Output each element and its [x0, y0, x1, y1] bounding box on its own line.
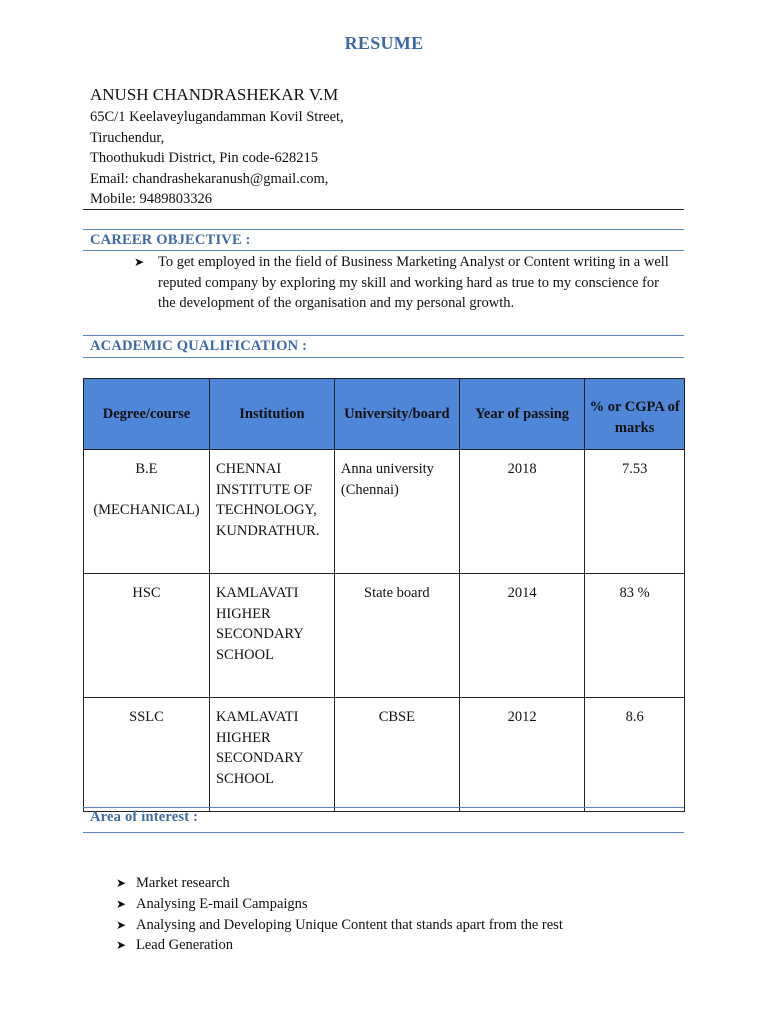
interest-label: Lead Generation [136, 937, 234, 954]
section-rule-top [83, 229, 684, 230]
contact-block [90, 84, 344, 210]
list-item [116, 935, 563, 956]
table-row [84, 450, 685, 574]
interests-list [116, 873, 563, 956]
arrowhead-bullet-icon: ➤ [134, 255, 145, 269]
academic-table [83, 378, 685, 812]
address-line-3: Thoothukudi District, Pin code-628215 [90, 150, 318, 167]
section-rule-bottom [83, 250, 684, 251]
year-cell: 2014 [459, 574, 585, 698]
degree-name: B.E [135, 461, 158, 477]
career-objective-item [134, 252, 674, 314]
address-line-1: 65C/1 Keelaveylugandamman Kovil Street, [90, 109, 344, 125]
academic-heading: ACADEMIC QUALIFICATION : [90, 338, 308, 354]
year-cell: 2012 [459, 698, 585, 812]
section-rule-bottom [83, 357, 684, 358]
address-line-2: Tiruchendur, [90, 129, 165, 146]
board-cell: Anna university (Chennai) [334, 450, 459, 574]
interests-heading: Area of interest : [90, 809, 199, 825]
interest-label: Analysing and Developing Unique Content that stands apart from the rest [136, 916, 563, 933]
institution-cell: KAMLAVATI HIGHER SECONDARY SCHOOL [209, 574, 334, 698]
degree-specialization: (MECHANICAL) [93, 501, 200, 518]
board-cell: State board [334, 574, 459, 698]
degree-cell [84, 450, 210, 574]
list-item [116, 873, 563, 894]
arrowhead-bullet-icon: ➤ [116, 938, 127, 953]
institution-cell: KAMLAVATI HIGHER SECONDARY SCHOOL [209, 698, 334, 812]
career-objective-text: To get employed in the field of Business Marketing Analyst or Content writing in a well reputed company by exploring my skill and working hard as true to my conscience for the development of the organisation and my personal growth. [158, 254, 669, 311]
board-cell: CBSE [334, 698, 459, 812]
table-row [84, 574, 685, 698]
section-rule-bottom [83, 832, 684, 833]
arrowhead-bullet-icon: ➤ [116, 896, 127, 911]
interest-label: Analysing E-mail Campaigns [136, 895, 308, 912]
list-item [116, 894, 563, 915]
candidate-name: ANUSH CHANDRASHEKAR V.M [90, 85, 339, 104]
section-rule-top [83, 807, 684, 808]
arrowhead-bullet-icon: ➤ [116, 876, 127, 890]
marks-cell: 83 % [585, 574, 685, 698]
year-cell: 2018 [459, 450, 585, 574]
mobile-line: Mobile: 9489803326 [90, 191, 213, 208]
degree-cell: HSC [84, 574, 210, 698]
arrowhead-bullet-icon: ➤ [116, 917, 127, 932]
institution-cell: CHENNAI INSTITUTE OF TECHNOLOGY, KUNDRATHUR. [209, 450, 334, 574]
interest-label: Market research [136, 875, 230, 891]
column-header: Year of passing [459, 379, 585, 450]
list-item [116, 915, 563, 936]
email-line: Email: chandrashekaranush@gmail.com, [90, 170, 329, 187]
section-rule-top [83, 335, 684, 336]
degree-cell: SSLC [84, 698, 210, 812]
column-header: University/board [334, 379, 459, 450]
table-row [84, 698, 685, 812]
table-header-row [84, 379, 685, 450]
header-divider [83, 209, 684, 210]
career-objective-heading: CAREER OBJECTIVE : [90, 232, 251, 248]
column-header: Institution [209, 379, 334, 450]
column-header: Degree/course [84, 379, 210, 450]
column-header: % or CGPA of marks [585, 379, 685, 450]
document-title: RESUME [344, 33, 424, 53]
marks-cell: 8.6 [585, 698, 685, 812]
marks-cell: 7.53 [585, 450, 685, 574]
